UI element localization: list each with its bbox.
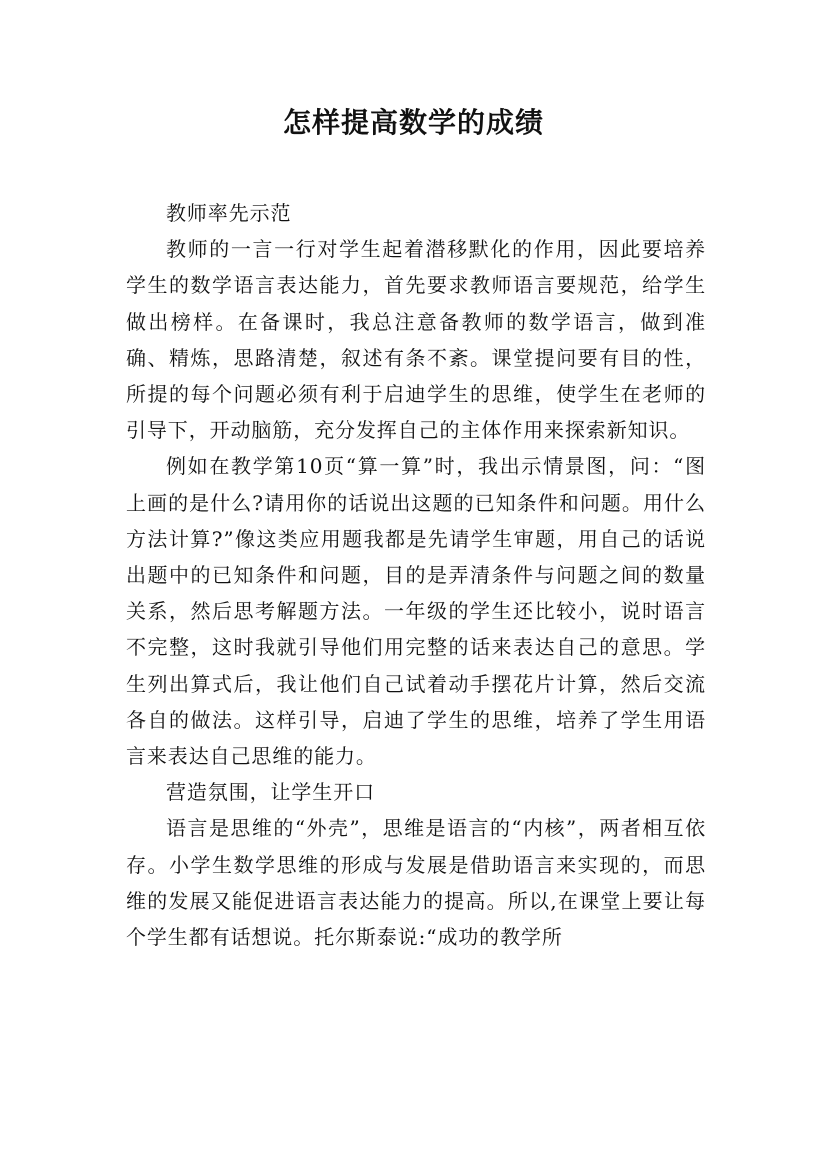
section-heading: 教师率先示范 <box>166 201 292 225</box>
paragraph: 教师的一言一行对学生起着潜移默化的作用，因此要培养学生的数学语言表达能力，首先要求教师语言要规范，给学生做出榜样。在备课时，我总注意备教师的数学语言，做到准确、精炼，思路清楚，叙述有条不紊。课堂提问要有目的性，所提的每个问题必须有利于启迪学生的思维，使学生在老师的引导下，开动脑筋，充分发挥自己的主体作用来探索新知识。 <box>126 237 706 443</box>
document-title: 怎样提高数学的成绩 <box>282 106 544 139</box>
document-body <box>126 195 706 955</box>
paragraph: 语言是思维的“外壳”，思维是语言的“内核”，两者相互依存。小学生数学思维的形成与发展是借助语言来实现的，而思维的发展又能促进语言表达能力的提高。所以,在课堂上要让每个学生都有话想说。托尔斯泰说:“成功的教学所 <box>126 816 706 950</box>
section-heading: 营造氛围，让学生开口 <box>166 780 375 805</box>
paragraph: 例如在教学第10页“算一算”时，我出示情景图，问：“图上画的是什么?请用你的话说出这题的已知条件和问题。用什么方法计算?”像这类应用题我都是先请学生审题，用自己的话说出题中的已知条件和问题，目的是弄清条件与问题之间的数量关系，然后思考解题方法。一年级的学生还比较小，说时语言不完整，这时我就引导他们用完整的话来表达自己的意思。学生列出算式后，我让他们自己试着动手摆花片计算，然后交流各自的做法。这样引导，启迪了学生的思维，培养了学生用语言来表达自己思维的能力。 <box>126 454 706 769</box>
